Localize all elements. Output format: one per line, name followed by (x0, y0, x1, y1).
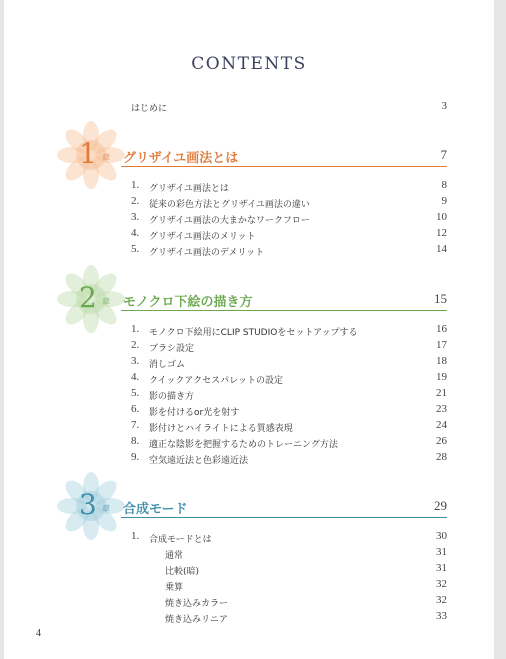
item-page: 10 (436, 211, 447, 223)
page-title: CONTENTS (191, 54, 307, 74)
chapter-1-rule (121, 166, 447, 167)
chapter-1-number: 1 (79, 137, 97, 170)
item-page: 28 (436, 451, 447, 463)
chapter-2-page: 15 (434, 291, 447, 306)
item-number: 7. (131, 419, 140, 431)
item-page: 8 (441, 179, 447, 191)
chapter-1-page: 7 (440, 147, 447, 162)
item-label: グリザイユ画法とは (149, 184, 229, 194)
item-page: 30 (436, 530, 447, 542)
item-label: 影の描き方 (149, 392, 195, 402)
chapter-1-sho: 章 (102, 153, 110, 162)
item-page: 14 (436, 243, 447, 255)
item-page: 19 (436, 371, 447, 383)
chapter-2-sho: 章 (102, 297, 110, 306)
item-label: グリザイユ画法のメリット (149, 232, 256, 242)
subitem-page: 31 (436, 546, 447, 558)
item-label: グリザイユ画法のデメリット (149, 248, 265, 258)
item-label: 消しゴム (149, 360, 186, 370)
item-page: 23 (436, 403, 447, 415)
item-number: 4. (131, 227, 140, 239)
chapter-2-title: モノクロ下絵の描き方 (123, 295, 253, 310)
chapter-3-number: 3 (79, 488, 97, 521)
item-page: 18 (436, 355, 447, 367)
item-label: 空気遠近法と色彩遠近法 (149, 456, 249, 466)
subitem-label: 比較(暗) (165, 567, 200, 577)
item-label: 影付けとハイライトによる質感表現 (149, 424, 293, 434)
item-label: 合成モードとは (149, 535, 212, 545)
item-number: 5. (131, 387, 140, 399)
item-number: 1. (131, 323, 140, 335)
item-number: 2. (131, 195, 140, 207)
item-number: 6. (131, 403, 140, 415)
subitem-page: 32 (436, 594, 447, 606)
item-number: 4. (131, 371, 140, 383)
item-number: 3. (131, 211, 140, 223)
item-label: ブラシ設定 (149, 344, 195, 354)
subitem-label: 焼き込みリニア (165, 615, 228, 625)
item-label: モノクロ下絵用にCLIP STUDIOをセットアップする (149, 328, 358, 338)
book-page (4, 0, 494, 659)
item-number: 9. (131, 451, 140, 463)
chapter-3-sho: 章 (102, 504, 110, 513)
item-page: 17 (436, 339, 447, 351)
subitem-label: 焼き込みカラー (165, 599, 229, 609)
chapter-3-page: 29 (434, 498, 447, 513)
item-label: グリザイユ画法の大まかなワークフロー (149, 216, 310, 226)
subitem-label: 乗算 (165, 583, 184, 593)
item-page: 24 (436, 419, 447, 431)
item-number: 2. (131, 339, 140, 351)
intro-label: はじめに (131, 104, 168, 114)
subitem-page: 32 (436, 578, 447, 590)
item-page: 12 (436, 227, 447, 239)
item-number: 1. (131, 530, 140, 542)
item-page: 9 (441, 195, 447, 207)
item-number: 1. (131, 179, 140, 191)
intro-page: 3 (441, 100, 447, 112)
item-label: 影を付けるor光を射す (149, 408, 240, 418)
item-page: 26 (436, 435, 447, 447)
subitem-page: 31 (436, 562, 447, 574)
item-page: 16 (436, 323, 447, 335)
item-label: 従来の彩色方法とグリザイユ画法の違い (149, 200, 310, 210)
item-number: 5. (131, 243, 140, 255)
chapter-2-rule (121, 310, 447, 311)
item-page: 21 (436, 387, 447, 399)
chapter-2-number: 2 (79, 281, 97, 314)
item-number: 3. (131, 355, 140, 367)
chapter-3-title: 合成モード (123, 502, 188, 517)
chapter-1-title: グリザイユ画法とは (123, 151, 239, 166)
item-label: 適正な陰影を把握するためのトレーニング方法 (149, 440, 338, 450)
item-number: 8. (131, 435, 140, 447)
chapter-3-rule (121, 517, 447, 518)
subitem-page: 33 (436, 610, 447, 622)
subitem-label: 通常 (165, 551, 184, 561)
page-number: 4 (36, 628, 41, 639)
item-label: クイックアクセスパレットの設定 (149, 376, 284, 386)
